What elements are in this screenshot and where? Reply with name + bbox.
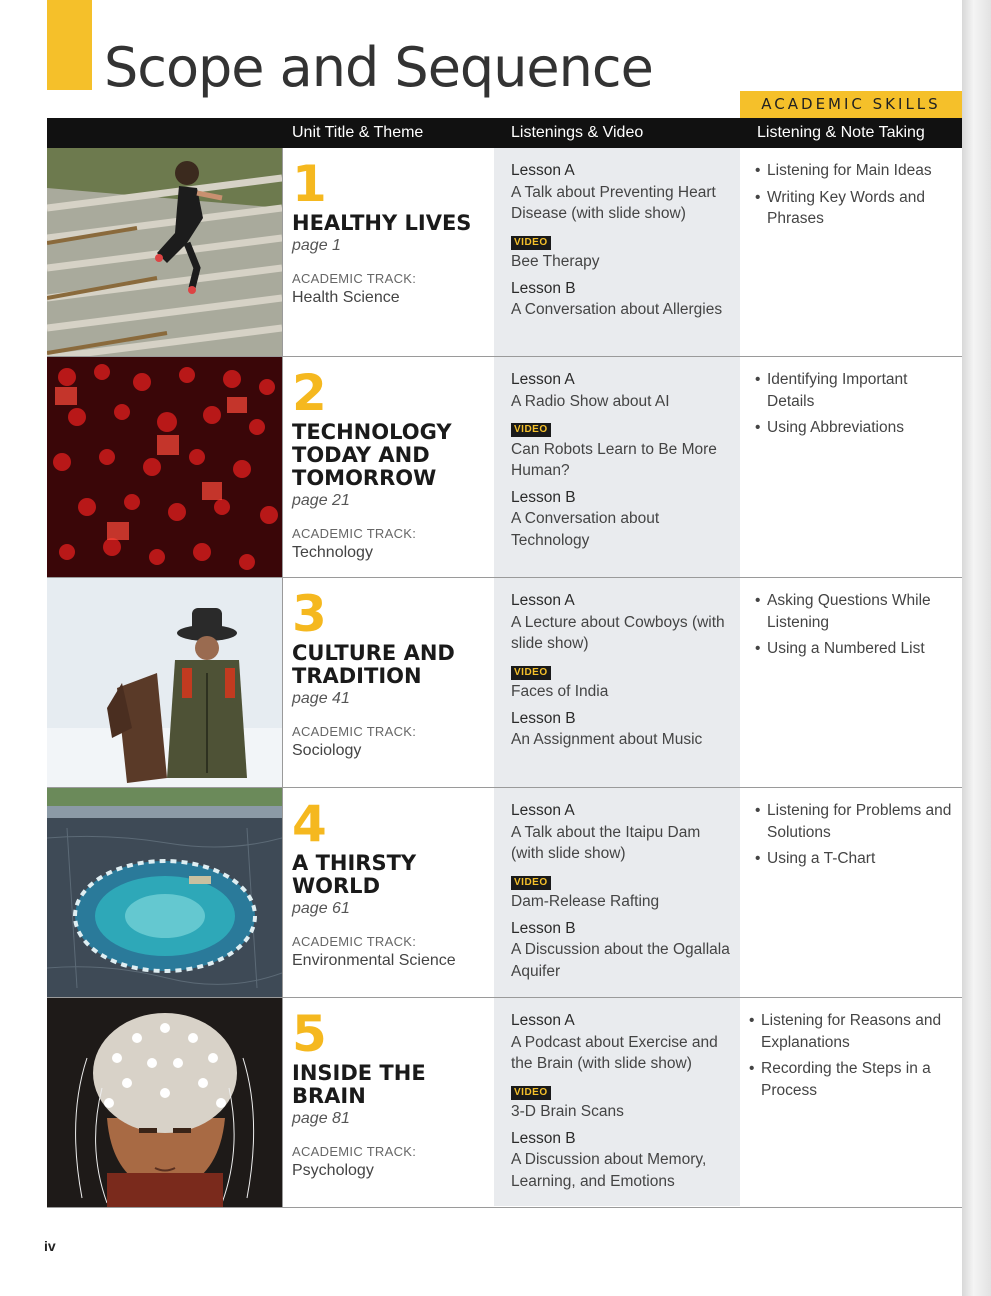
unit-row-1 bbox=[47, 148, 962, 357]
skill-item: • Listening for Reasons and Explanations bbox=[749, 1010, 949, 1053]
video-title: Can Robots Learn to Be More Human? bbox=[511, 440, 717, 479]
col-header-skills: Listening & Note Taking bbox=[757, 124, 925, 141]
skill-item: • Identifying Important Details bbox=[755, 369, 955, 412]
lesson-a-label: Lesson A bbox=[511, 592, 575, 609]
unit-info bbox=[292, 795, 492, 970]
video-title: Faces of India bbox=[511, 683, 609, 700]
unit-title: A THIRSTY WORLD bbox=[292, 851, 417, 898]
unit-page: page 61 bbox=[292, 900, 350, 917]
unit-page: page 41 bbox=[292, 690, 350, 707]
column-divider bbox=[282, 788, 283, 998]
unit-title: TECHNOLOGY TODAY AND TOMORROW bbox=[292, 420, 452, 490]
academic-track: Sociology bbox=[292, 742, 362, 759]
lesson-a-label: Lesson A bbox=[511, 371, 575, 388]
lesson-a-label: Lesson A bbox=[511, 162, 575, 179]
unit-title: CULTURE AND TRADITION bbox=[292, 641, 455, 688]
lesson-b-label: Lesson B bbox=[511, 1129, 576, 1147]
lesson-b-text: A Conversation about Allergies bbox=[511, 301, 723, 318]
skill-item: • Listening for Main Ideas bbox=[755, 160, 955, 182]
column-divider bbox=[282, 357, 283, 578]
academic-track: Technology bbox=[292, 544, 373, 561]
video-title: Dam-Release Rafting bbox=[511, 893, 660, 910]
unit-number: 5 bbox=[292, 1005, 327, 1063]
col-header-unit: Unit Title & Theme bbox=[292, 124, 424, 141]
video-badge-icon: VIDEO bbox=[511, 1086, 551, 1100]
unit-page: page 21 bbox=[292, 492, 350, 509]
unit-photo-horseman bbox=[47, 578, 282, 787]
column-divider bbox=[282, 148, 283, 357]
lesson-b-label: Lesson B bbox=[511, 919, 576, 937]
title-accent-bar bbox=[47, 0, 92, 90]
unit-row-3 bbox=[47, 578, 962, 788]
unit-info bbox=[292, 1005, 492, 1180]
unit-photo-crowd bbox=[47, 357, 282, 577]
lesson-b-label: Lesson B bbox=[511, 279, 576, 297]
column-header-bar bbox=[47, 118, 962, 148]
lesson-b-label: Lesson B bbox=[511, 488, 576, 506]
column-divider bbox=[282, 998, 283, 1208]
page-fold-edge bbox=[962, 0, 991, 1296]
lesson-b-text: A Discussion about Memory, Learning, and Emotions bbox=[511, 1151, 707, 1190]
lesson-a-text: A Radio Show about AI bbox=[511, 392, 670, 410]
unit-number: 1 bbox=[292, 155, 327, 213]
unit-info bbox=[292, 585, 492, 760]
listenings-cell bbox=[511, 800, 731, 987]
skills-cell bbox=[755, 160, 955, 235]
academic-skills-tab: ACADEMIC SKILLS bbox=[740, 91, 962, 118]
listenings-cell bbox=[511, 160, 731, 326]
video-badge-icon: VIDEO bbox=[511, 876, 551, 890]
listenings-cell bbox=[511, 369, 731, 556]
page-title: Scope and Sequence bbox=[104, 36, 653, 99]
skill-item: • Asking Questions While Listening bbox=[755, 590, 955, 633]
video-badge-icon: VIDEO bbox=[511, 423, 551, 437]
unit-photo-brain-scan bbox=[47, 998, 282, 1207]
academic-track-label: ACADEMIC TRACK: bbox=[292, 271, 417, 286]
lesson-a-label: Lesson A bbox=[511, 802, 575, 819]
skills-cell bbox=[755, 590, 955, 665]
unit-number: 3 bbox=[292, 585, 327, 643]
page-number: iv bbox=[44, 1238, 56, 1254]
lesson-b-text: An Assignment about Music bbox=[511, 731, 703, 748]
unit-page: page 1 bbox=[292, 237, 341, 254]
unit-photo-dam-water bbox=[47, 788, 282, 997]
lesson-a-text: A Podcast about Exercise and the Brain (with slide show) bbox=[511, 1033, 718, 1072]
lesson-a-text: A Talk about the Itaipu Dam (with slide show) bbox=[511, 823, 701, 862]
academic-track: Environmental Science bbox=[292, 952, 456, 969]
listenings-cell bbox=[511, 590, 731, 756]
row-divider bbox=[47, 1207, 962, 1208]
listenings-cell bbox=[511, 1010, 731, 1197]
unit-photo-runner bbox=[47, 148, 282, 356]
lesson-b-text: A Conversation about Technology bbox=[511, 510, 660, 549]
skill-item: • Using a T-Chart bbox=[755, 848, 955, 870]
academic-track-label: ACADEMIC TRACK: bbox=[292, 724, 417, 739]
skill-item: • Writing Key Words and Phrases bbox=[755, 187, 955, 230]
unit-title: HEALTHY LIVES bbox=[292, 211, 472, 235]
academic-track-label: ACADEMIC TRACK: bbox=[292, 1144, 417, 1159]
unit-row-2 bbox=[47, 357, 962, 578]
academic-track-label: ACADEMIC TRACK: bbox=[292, 934, 417, 949]
lesson-a-label: Lesson A bbox=[511, 1012, 575, 1029]
video-badge-icon: VIDEO bbox=[511, 236, 551, 250]
skill-item: • Listening for Problems and Solutions bbox=[755, 800, 955, 843]
skills-cell bbox=[749, 1010, 949, 1106]
academic-track: Health Science bbox=[292, 289, 400, 306]
skill-item: • Recording the Steps in a Process bbox=[749, 1058, 949, 1101]
unit-number: 4 bbox=[292, 795, 327, 853]
unit-info bbox=[292, 364, 492, 562]
video-badge-icon: VIDEO bbox=[511, 666, 551, 680]
skill-item: • Using a Numbered List bbox=[755, 638, 955, 660]
academic-track-label: ACADEMIC TRACK: bbox=[292, 526, 417, 541]
col-header-listenings: Listenings & Video bbox=[511, 124, 644, 141]
lesson-a-text: A Talk about Preventing Heart Disease (with slide show) bbox=[511, 183, 716, 222]
unit-page: page 81 bbox=[292, 1110, 350, 1127]
unit-number: 2 bbox=[292, 364, 327, 422]
column-divider bbox=[282, 578, 283, 788]
lesson-b-text: A Discussion about the Ogallala Aquifer bbox=[511, 941, 730, 980]
skill-item: • Using Abbreviations bbox=[755, 417, 955, 439]
academic-track: Psychology bbox=[292, 1162, 374, 1179]
unit-title: INSIDE THE BRAIN bbox=[292, 1061, 426, 1108]
skills-cell bbox=[755, 800, 955, 875]
video-title: 3-D Brain Scans bbox=[511, 1103, 624, 1120]
unit-row-4 bbox=[47, 788, 962, 998]
lesson-b-label: Lesson B bbox=[511, 709, 576, 727]
skills-cell bbox=[755, 369, 955, 444]
unit-row-5 bbox=[47, 998, 962, 1208]
lesson-a-text: A Lecture about Cowboys (with slide show) bbox=[511, 613, 725, 652]
video-title: Bee Therapy bbox=[511, 253, 600, 270]
unit-info bbox=[292, 155, 492, 307]
